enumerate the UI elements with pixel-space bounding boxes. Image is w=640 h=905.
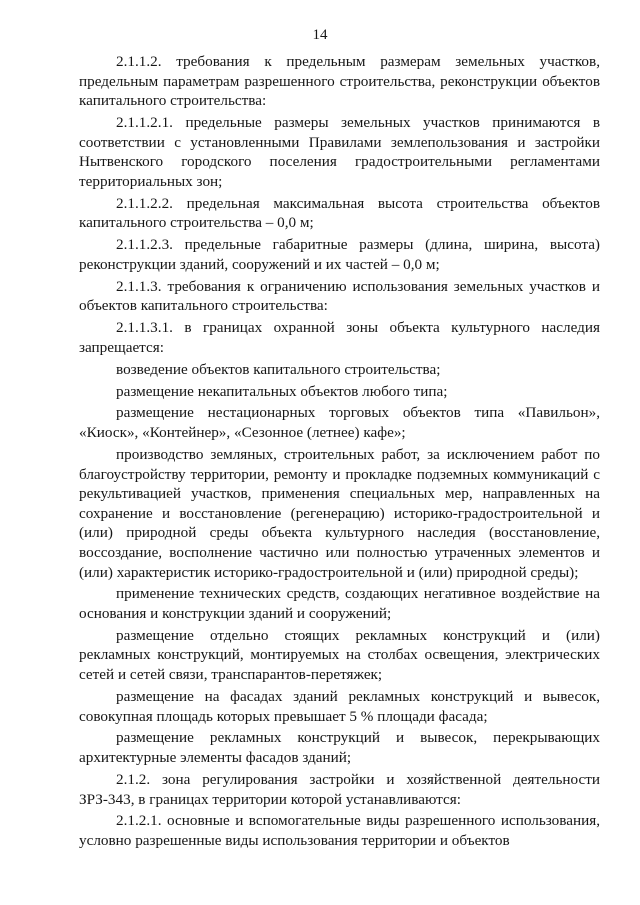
document-body: [79, 52, 600, 853]
paragraph-2-1-1-2-3: 2.1.1.2.3. предельные габаритные размеры (длина, ширина, высота) реконструкции зданий, сооружений и их частей – 0,0 м;: [79, 236, 600, 273]
list-item-freestanding-ads: размещение отдельно стоящих рекламных конструкций и (или) рекламных конструкций, монтируемых на столбах освещения, электрических сетей и сетей связи, транспарантов-перетяжек;: [79, 626, 600, 684]
list-item-technical-means: применение технических средств, создающих негативное воздействие на основания и конструкции зданий и сооружений;: [79, 585, 600, 622]
list-item-construction: возведение объектов капитального строительства;: [116, 360, 441, 378]
list-item-facade-ads: размещение на фасадах зданий рекламных конструкций и вывесок, совокупная площадь которых превышает 5 % площади фасада;: [79, 687, 600, 725]
paragraph-2-1-2-1: 2.1.2.1. основные и вспомогательные виды разрешенного использования, условно разрешенные виды использования территории и объектов: [79, 812, 600, 850]
paragraph-2-1-1-3: 2.1.1.3. требования к ограничению использования земельных участков и объектов капитального строительства:: [79, 277, 600, 315]
list-item-earthworks: производство земляных, строительных работ, за исключением работ по благоустройству территории, ремонту и прокладке подземных коммуникаций с рекультивацией участков, применения специальных мер, направленных на сохранение и восстановление (регенерацию) историко-градостроительной и (или) природной среды объекта культурного наследия (восстановление, воссоздание, восполнение частично или полностью утраченных элементов и (или) характеристик историко-градостроительной и (или) природной среды);: [79, 445, 600, 581]
paragraph-2-1-1-2: 2.1.1.2. требования к предельным размерам земельных участков, предельным параметрам разрешенного строительства, реконструкции объектов капитального строительства:: [79, 53, 600, 110]
paragraph-2-1-1-2-2: 2.1.1.2.2. предельная максимальная высота строительства объектов капитального строительства – 0,0 м;: [79, 194, 600, 232]
paragraph-2-1-1-3-1: 2.1.1.3.1. в границах охранной зоны объекта культурного наследия запрещается:: [79, 319, 600, 356]
paragraph-2-1-2: 2.1.2. зона регулирования застройки и хозяйственной деятельности ЗРЗ-343, в границах территории которой устанавливаются:: [79, 770, 600, 808]
paragraph-2-1-1-2-1: 2.1.1.2.1. предельные размеры земельных участков принимаются в соответствии с установленными Правилами землепользования и застройки Нытвенского городского поселения градостроительными регламентами территориальных зон;: [79, 114, 600, 190]
list-item-trade-objects: размещение нестационарных торговых объектов типа «Павильон», «Киоск», «Контейнер», «Сезонное (летнее) кафе»;: [79, 404, 600, 442]
list-item-covering-ads: размещение рекламных конструкций и вывесок, перекрывающих архитектурные элементы фасадов зданий;: [79, 729, 600, 767]
list-item-noncapital-objects: размещение некапитальных объектов любого типа;: [116, 382, 448, 400]
page-number: 14: [312, 27, 328, 43]
